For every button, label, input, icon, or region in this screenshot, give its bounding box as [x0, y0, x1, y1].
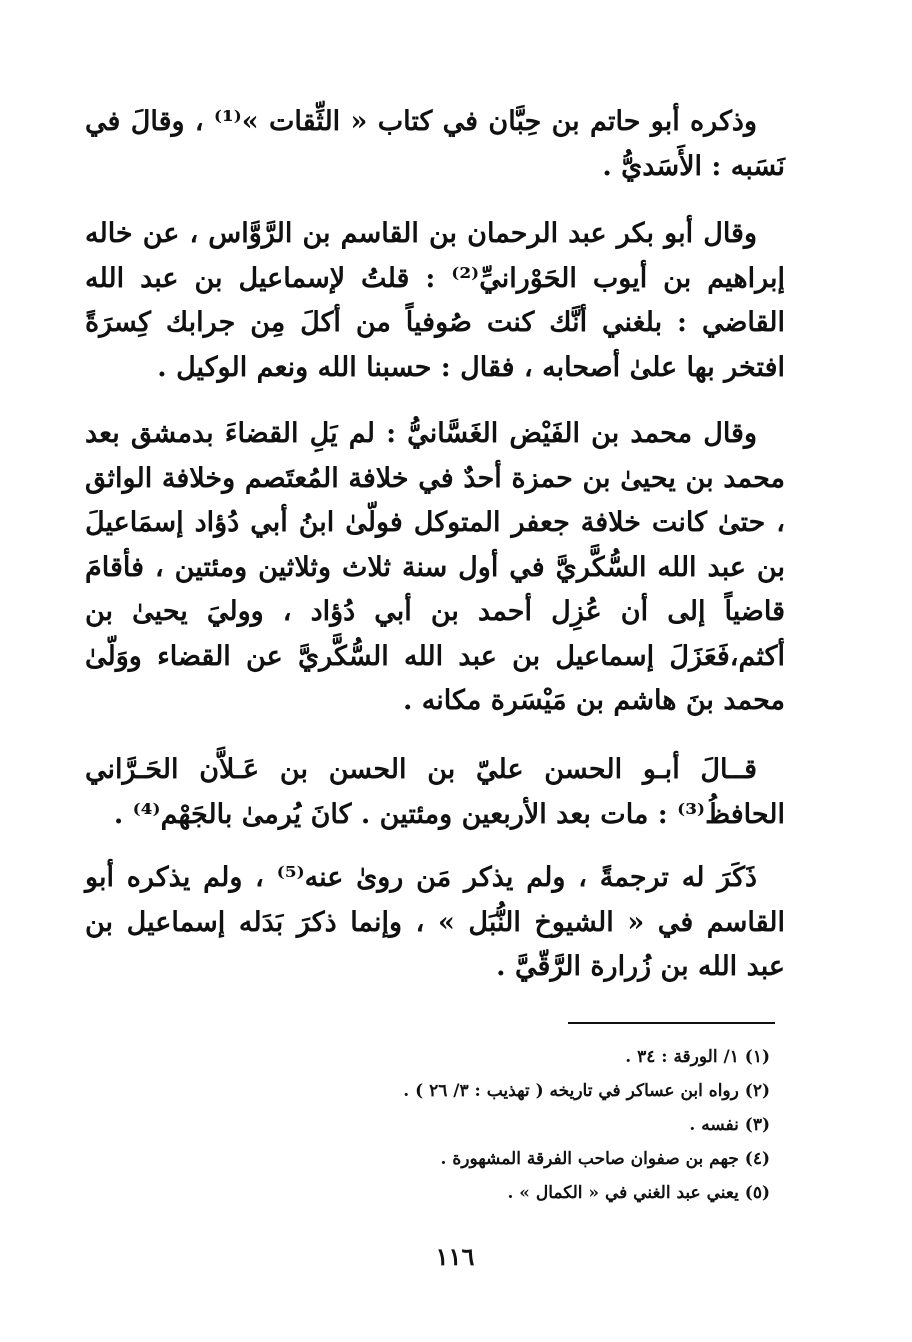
paragraph-5	[85, 856, 785, 990]
paragraph-text: قــالَ أبـو الحسن عليّ بن الحسن بن عَـلاَّن الحَـرَّاني الحافظُ⁽³⁾ : مات بعد الأربعين ومئتين . كانَ يُرمىٰ بالجَهْم⁽⁴⁾ .	[85, 754, 785, 830]
footnote-separator	[568, 1022, 775, 1024]
paragraph-text: وقال أبو بكر عبد الرحمان بن القاسم بن الرَّوَّاس ، عن خاله إبراهيم بن أيوب الحَوْرانيِّ⁽²⁾ : قلتُ لإسماعيل بن عبد الله القاضي : بلغني أنَّك كنت صُوفياً من أكلَ مِن جرابك كِسرَةً افتخر بها علىٰ أصحابه ، فقال : حسبنا الله ونعم الوكيل .	[85, 218, 785, 383]
footnotes	[300, 1040, 770, 1210]
paragraph-2	[85, 212, 785, 390]
paragraph-text: وذكره أبو حاتم بن حِبَّان في كتاب « الثِّقات »⁽¹⁾ ، وقالَ في نَسَبه : الأَسَديُّ .	[85, 106, 785, 182]
paragraph-1	[85, 100, 785, 189]
footnote-4: (٤) جهم بن صفوان صاحب الفرقة المشهورة .	[440, 1149, 770, 1169]
footnote-2: (٢) رواه ابن عساكر في تاريخه ( تهذيب : ٣/ ٢٦ ) .	[403, 1081, 770, 1101]
footnote-1: (١) ١/ الورقة : ٣٤ .	[625, 1047, 770, 1067]
footnote-3: (٣) نفسه .	[689, 1115, 770, 1135]
footnote-5: (٥) يعني عبد الغني في « الكمال » .	[507, 1183, 770, 1203]
paragraph-3	[85, 412, 785, 724]
paragraph-4	[85, 748, 785, 837]
paragraph-text: وقال محمد بن الفَيْض الغَسَّانيُّ : لم يَلِ القضاءَ بدمشق بعد محمد بن يحيىٰ بن حمزة أحدٌ في خلافة المُعتَصم وخلافة الواثق ، حتىٰ كانت خلافة جعفر المتوكل فولّىٰ ابنُ أبي دُؤاد إسمَاعيلَ بن عبد الله السُّكَّريَّ في أول سنة ثلاث وثلاثين ومئتين ، فأقامَ قاضياً إلى أن عُزِل أحمد بن أبي دُؤاد ، ووليَ يحيىٰ بن أكثم،فَعَزَلَ إسماعيل بن عبد الله السُّكَّريَّ عن القضاء ووَلّىٰ محمد بنَ هاشم بن مَيْسَرة مكانه .	[85, 418, 785, 716]
paragraph-text: ذَكَرَ له ترجمةً ، ولم يذكر مَن روىٰ عنه⁽⁵⁾ ، ولم يذكره أبو القاسم في « الشيوخ النُّبَل » ، وإنما ذكرَ بَدَله إسماعيل بن عبد الله بن زُرارة الرَّقّيَّ .	[85, 862, 785, 982]
page-number: ١١٦	[435, 1242, 475, 1271]
